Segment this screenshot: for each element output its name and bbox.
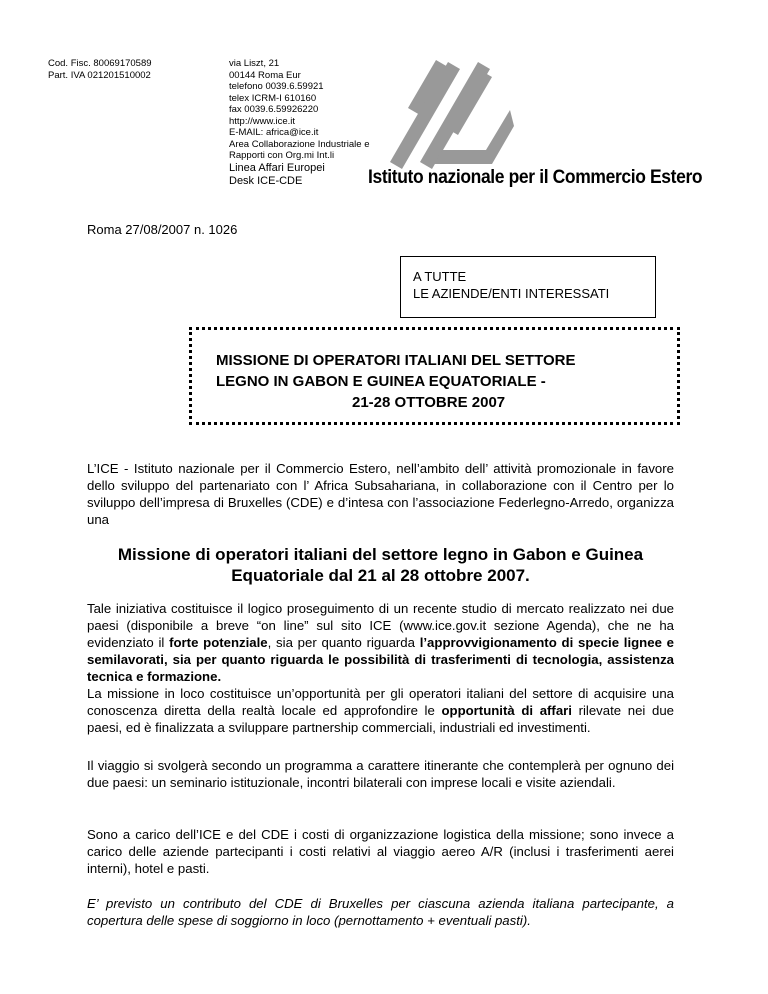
fiscal-code-line: Cod. Fisc. 80069170589 — [48, 58, 152, 69]
telex-line: telex ICRM-I 610160 — [229, 92, 317, 104]
mission-title-line-2: LEGNO IN GABON E GUINEA EQUATORIALE - — [216, 373, 546, 390]
mission-heading — [87, 544, 674, 586]
context-text-2: , sia per quanto riguarda — [267, 635, 420, 650]
mission-dates: 21-28 OTTOBRE 2007 — [352, 394, 506, 411]
department-line-2: Rapporti con Org.mi Int.li — [229, 150, 335, 161]
phone-line: telefono 0039.6.59921 — [229, 81, 324, 92]
mission-heading-line-1: Missione di operatori italiani del settore legno in Gabon e Guinea — [117, 545, 644, 564]
office-line-2: Desk ICE-CDE — [229, 174, 303, 187]
recipient-box — [400, 256, 656, 318]
recipient-line-2: LE AZIENDE/ENTI INTERESSATI — [413, 286, 610, 301]
office-line-1: Linea Affari Europei — [229, 161, 325, 174]
website-line: http://www.ice.it — [229, 115, 295, 127]
context-text-3: La missione in loco costituisce un’opportunità per gli operatori italiani del settore di acquisire una conoscenza diretta della realtà locale ed approfondire le — [87, 686, 674, 718]
contribution-paragraph: E’ previsto un contributo del CDE di Bruxelles per ciascuna azienda italiana partecipante, a copertura delle spese di soggiorno in loco (pernottamento + eventuali pasti). — [87, 896, 674, 928]
recipient-line-1: A TUTTE — [413, 269, 467, 284]
email-line: E-MAIL: africa@ice.it — [229, 127, 319, 138]
intro-paragraph: L’ICE - Istituto nazionale per il Commercio Estero, nell’ambito dell’ attività promozionale in favore dello sviluppo del partenariato con l’ Africa Subsahariana, in collaborazione con il Centro per lo sviluppo dell’impresa di Bruxelles (CDE) e d’intesa con l’associazione Federlegno-Arredo, organizza una — [87, 461, 674, 527]
context-bold-supply: l’approvvigionamento di specie lignee e semilavorati, sia per quanto riguarda le possibilità di trasferimenti di tecnologia, assistenza tecnica e formazione. — [87, 635, 674, 684]
vat-number-line: Part. IVA 021201510002 — [48, 70, 151, 81]
fiscal-codes — [48, 58, 152, 82]
context-bold-potential: forte potenziale — [169, 635, 268, 650]
mission-heading-line-2: Equatoriale dal 21 al 28 ottobre 2007. — [231, 566, 530, 585]
date-protocol: Roma 27/08/2007 n. 1026 — [87, 222, 238, 237]
context-text-1: Tale iniziativa costituisce il logico proseguimento di un recente studio di mercato realizzato nei due paesi (disponibile a breve “on line” sul sito ICE (www.ice.gov.it sezione Agenda), che ne ha evidenziato il — [87, 601, 674, 650]
address-city: 00144 Roma Eur — [229, 69, 301, 81]
address-street: via Liszt, 21 — [229, 58, 280, 69]
context-bold-opportunities: opportunità di affari — [441, 703, 572, 718]
context-paragraph — [87, 600, 674, 736]
program-paragraph: Il viaggio si svolgerà secondo un programma a carattere itinerante che contemplerà per ognuno dei due paesi: un seminario istituzionale, incontri bilaterali con imprese locali e visite aziendali. — [87, 758, 674, 790]
fax-line: fax 0039.6.59926220 — [229, 104, 319, 115]
department-line-1: Area Collaborazione Industriale e — [229, 138, 370, 150]
costs-paragraph: Sono a carico dell’ICE e del CDE i costi di organizzazione logistica della missione; sono invece a carico delle aziende partecipanti i costi relativi al viaggio aereo A/R (inclusi i trasferimenti aerei interni), hotel e pasti. — [87, 827, 674, 876]
contact-block — [229, 58, 369, 188]
mission-title-box — [189, 327, 680, 425]
ice-logo-icon — [386, 50, 520, 184]
context-text-4: rilevate nei due paesi, ed è finalizzata a sviluppare partnership commerciali, industriali ed investimenti. — [87, 703, 674, 735]
institute-name: Istituto nazionale per il Commercio Estero — [368, 167, 703, 188]
logo-stripes — [390, 60, 514, 169]
mission-title-line-1: MISSIONE DI OPERATORI ITALIANI DEL SETTORE — [216, 352, 576, 369]
